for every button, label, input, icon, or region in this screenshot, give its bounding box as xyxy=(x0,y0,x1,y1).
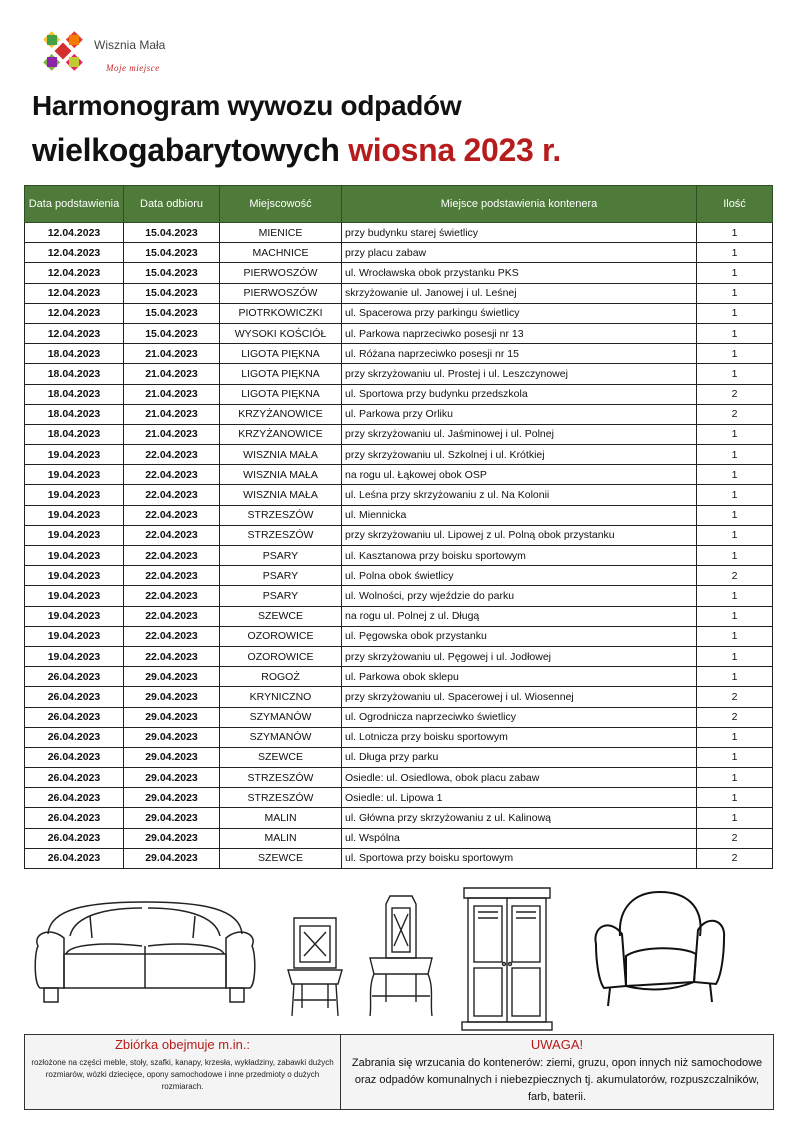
pickup-date-cell: 15.04.2023 xyxy=(124,263,220,283)
drop-date-cell: 12.04.2023 xyxy=(25,263,124,283)
table-row xyxy=(25,445,773,465)
table-row xyxy=(25,788,773,808)
place-cell: ul. Różana naprzeciwko posesji nr 15 xyxy=(342,344,697,364)
header-pickup-date: Data odbioru xyxy=(124,186,220,223)
pickup-date-cell: 22.04.2023 xyxy=(124,586,220,606)
quantity-cell: 2 xyxy=(697,848,773,868)
place-cell: na rogu ul. Polnej z ul. Długą xyxy=(342,606,697,626)
pickup-date-cell: 15.04.2023 xyxy=(124,223,220,243)
quantity-cell: 1 xyxy=(697,606,773,626)
pickup-date-cell: 29.04.2023 xyxy=(124,707,220,727)
header-quantity: Ilość xyxy=(697,186,773,223)
logo-mark-icon xyxy=(36,24,90,78)
warning-text: Zabrania się wrzucania do kontenerów: ziemi, gruzu, opon innych niż samochodowe oraz odpadów komunalnych i niebezpiecznych tj. akumulatorów, rozpuszczalników, farb, baterii. xyxy=(351,1057,763,1103)
drop-date-cell: 26.04.2023 xyxy=(25,848,124,868)
quantity-cell: 1 xyxy=(697,445,773,465)
chair-icon xyxy=(284,910,346,1020)
table-row xyxy=(25,263,773,283)
drop-date-cell: 26.04.2023 xyxy=(25,667,124,687)
drop-date-cell: 19.04.2023 xyxy=(25,485,124,505)
pickup-date-cell: 22.04.2023 xyxy=(124,505,220,525)
place-cell: ul. Leśna przy skrzyżowaniu z ul. Na Kolonii xyxy=(342,485,697,505)
town-cell: PIOTRKOWICZKI xyxy=(220,303,342,323)
place-cell: Osiedle: ul. Osiedlowa, obok placu zabaw xyxy=(342,768,697,788)
quantity-cell: 1 xyxy=(697,243,773,263)
town-cell: LIGOTA PIĘKNA xyxy=(220,364,342,384)
table-row xyxy=(25,667,773,687)
quantity-cell: 1 xyxy=(697,768,773,788)
page-title-line2 xyxy=(32,132,561,169)
place-cell: ul. Wolności, przy wjeździe do parku xyxy=(342,586,697,606)
table-row xyxy=(25,465,773,485)
pickup-date-cell: 21.04.2023 xyxy=(124,424,220,444)
place-cell: ul. Parkowa obok sklepu xyxy=(342,667,697,687)
pickup-date-cell: 29.04.2023 xyxy=(124,768,220,788)
table-row xyxy=(25,707,773,727)
place-cell: ul. Ogrodnicza naprzeciwko świetlicy xyxy=(342,707,697,727)
drop-date-cell: 18.04.2023 xyxy=(25,384,124,404)
town-cell: PSARY xyxy=(220,586,342,606)
town-cell: STRZESZÓW xyxy=(220,768,342,788)
drop-date-cell: 19.04.2023 xyxy=(25,465,124,485)
drop-date-cell: 19.04.2023 xyxy=(25,586,124,606)
schedule-table xyxy=(24,185,773,869)
quantity-cell: 1 xyxy=(697,263,773,283)
place-cell: ul. Sportowa przy budynku przedszkola xyxy=(342,384,697,404)
pickup-date-cell: 21.04.2023 xyxy=(124,384,220,404)
town-cell: STRZESZÓW xyxy=(220,788,342,808)
quantity-cell: 1 xyxy=(697,323,773,343)
quantity-cell: 1 xyxy=(697,788,773,808)
drop-date-cell: 12.04.2023 xyxy=(25,223,124,243)
place-cell: przy skrzyżowaniu ul. Jaśminowej i ul. Polnej xyxy=(342,424,697,444)
table-row xyxy=(25,606,773,626)
table-row xyxy=(25,546,773,566)
town-cell: KRZYŻANOWICE xyxy=(220,404,342,424)
drop-date-cell: 26.04.2023 xyxy=(25,707,124,727)
drop-date-cell: 26.04.2023 xyxy=(25,768,124,788)
quantity-cell: 1 xyxy=(697,667,773,687)
drop-date-cell: 19.04.2023 xyxy=(25,606,124,626)
quantity-cell: 2 xyxy=(697,707,773,727)
drop-date-cell: 26.04.2023 xyxy=(25,727,124,747)
table-row xyxy=(25,586,773,606)
table-row xyxy=(25,747,773,767)
quantity-cell: 1 xyxy=(697,626,773,646)
place-cell: ul. Parkowa naprzeciwko posesji nr 13 xyxy=(342,323,697,343)
town-cell: PIERWOSZÓW xyxy=(220,283,342,303)
place-cell: ul. Wrocławska obok przystanku PKS xyxy=(342,263,697,283)
town-cell: SZEWCE xyxy=(220,606,342,626)
town-cell: MACHNICE xyxy=(220,243,342,263)
place-cell: przy placu zabaw xyxy=(342,243,697,263)
table-row xyxy=(25,364,773,384)
town-cell: STRZESZÓW xyxy=(220,505,342,525)
pickup-date-cell: 15.04.2023 xyxy=(124,303,220,323)
place-cell: ul. Kasztanowa przy boisku sportowym xyxy=(342,546,697,566)
quantity-cell: 1 xyxy=(697,364,773,384)
armchair-icon xyxy=(590,884,730,1010)
pickup-date-cell: 21.04.2023 xyxy=(124,344,220,364)
place-cell: ul. Lotnicza przy boisku sportowym xyxy=(342,727,697,747)
drop-date-cell: 26.04.2023 xyxy=(25,828,124,848)
table-row xyxy=(25,384,773,404)
place-cell: ul. Pęgowska obok przystanku xyxy=(342,626,697,646)
drop-date-cell: 19.04.2023 xyxy=(25,445,124,465)
drop-date-cell: 26.04.2023 xyxy=(25,747,124,767)
drop-date-cell: 26.04.2023 xyxy=(25,687,124,707)
pickup-date-cell: 21.04.2023 xyxy=(124,364,220,384)
header-drop-date: Data podstawienia xyxy=(25,186,124,223)
logo-name: Wisznia Mała xyxy=(94,38,166,52)
drop-date-cell: 19.04.2023 xyxy=(25,626,124,646)
town-cell: WISZNIA MAŁA xyxy=(220,445,342,465)
place-cell: przy skrzyżowaniu ul. Lipowej z ul. Polną obok przystanku xyxy=(342,525,697,545)
municipality-logo xyxy=(36,24,196,80)
table-row xyxy=(25,525,773,545)
chair-icon xyxy=(366,892,436,1020)
town-cell: LIGOTA PIĘKNA xyxy=(220,384,342,404)
drop-date-cell: 19.04.2023 xyxy=(25,546,124,566)
place-cell: przy skrzyżowaniu ul. Szkolnej i ul. Krótkiej xyxy=(342,445,697,465)
town-cell: LIGOTA PIĘKNA xyxy=(220,344,342,364)
drop-date-cell: 26.04.2023 xyxy=(25,808,124,828)
place-cell: ul. Spacerowa przy parkingu świetlicy xyxy=(342,303,697,323)
pickup-date-cell: 29.04.2023 xyxy=(124,788,220,808)
quantity-cell: 1 xyxy=(697,424,773,444)
place-cell: skrzyżowanie ul. Janowej i ul. Leśnej xyxy=(342,283,697,303)
table-row xyxy=(25,404,773,424)
pickup-date-cell: 22.04.2023 xyxy=(124,646,220,666)
table-row xyxy=(25,828,773,848)
place-cell: ul. Parkowa przy Orliku xyxy=(342,404,697,424)
town-cell: OZOROWICE xyxy=(220,646,342,666)
pickup-date-cell: 22.04.2023 xyxy=(124,445,220,465)
quantity-cell: 1 xyxy=(697,747,773,767)
table-row xyxy=(25,243,773,263)
collection-panel xyxy=(25,1035,341,1109)
pickup-date-cell: 22.04.2023 xyxy=(124,606,220,626)
header-place: Miejsce podstawienia kontenera xyxy=(342,186,697,223)
warning-panel xyxy=(341,1035,773,1109)
drop-date-cell: 12.04.2023 xyxy=(25,243,124,263)
pickup-date-cell: 22.04.2023 xyxy=(124,546,220,566)
place-cell: ul. Wspólna xyxy=(342,828,697,848)
place-cell: przy skrzyżowaniu ul. Spacerowej i ul. Wiosennej xyxy=(342,687,697,707)
collection-text: rozłożone na części meble, stoły, szafki, kanapy, krzesła, wykładziny, zabawki dużych rozmiarów, wózki dziecięce, opony samochodowe i inne przedmioty o dużych rozmiarach. xyxy=(31,1058,334,1091)
table-row xyxy=(25,283,773,303)
town-cell: MIENICE xyxy=(220,223,342,243)
town-cell: WISZNIA MAŁA xyxy=(220,465,342,485)
quantity-cell: 1 xyxy=(697,485,773,505)
drop-date-cell: 19.04.2023 xyxy=(25,525,124,545)
table-row xyxy=(25,848,773,868)
town-cell: STRZESZÓW xyxy=(220,525,342,545)
quantity-cell: 1 xyxy=(697,646,773,666)
town-cell: WYSOKI KOŚCIÓŁ xyxy=(220,323,342,343)
quantity-cell: 1 xyxy=(697,303,773,323)
drop-date-cell: 18.04.2023 xyxy=(25,344,124,364)
place-cell: ul. Sportowa przy boisku sportowym xyxy=(342,848,697,868)
quantity-cell: 1 xyxy=(697,546,773,566)
quantity-cell: 2 xyxy=(697,384,773,404)
drop-date-cell: 18.04.2023 xyxy=(25,424,124,444)
drop-date-cell: 12.04.2023 xyxy=(25,303,124,323)
town-cell: SZYMANÓW xyxy=(220,727,342,747)
warning-title: UWAGA! xyxy=(530,1037,584,1052)
pickup-date-cell: 22.04.2023 xyxy=(124,465,220,485)
place-cell: na rogu ul. Łąkowej obok OSP xyxy=(342,465,697,485)
pickup-date-cell: 29.04.2023 xyxy=(124,848,220,868)
table-row xyxy=(25,626,773,646)
quantity-cell: 1 xyxy=(697,808,773,828)
quantity-cell: 1 xyxy=(697,505,773,525)
quantity-cell: 1 xyxy=(697,223,773,243)
quantity-cell: 1 xyxy=(697,727,773,747)
quantity-cell: 2 xyxy=(697,687,773,707)
drop-date-cell: 18.04.2023 xyxy=(25,364,124,384)
pickup-date-cell: 29.04.2023 xyxy=(124,727,220,747)
drop-date-cell: 19.04.2023 xyxy=(25,566,124,586)
pickup-date-cell: 15.04.2023 xyxy=(124,243,220,263)
table-row xyxy=(25,768,773,788)
pickup-date-cell: 29.04.2023 xyxy=(124,687,220,707)
table-row xyxy=(25,424,773,444)
place-cell: przy budynku starej świetlicy xyxy=(342,223,697,243)
drop-date-cell: 26.04.2023 xyxy=(25,788,124,808)
town-cell: SZEWCE xyxy=(220,848,342,868)
drop-date-cell: 19.04.2023 xyxy=(25,646,124,666)
pickup-date-cell: 22.04.2023 xyxy=(124,525,220,545)
town-cell: MALIN xyxy=(220,828,342,848)
pickup-date-cell: 15.04.2023 xyxy=(124,283,220,303)
town-cell: OZOROWICE xyxy=(220,626,342,646)
drop-date-cell: 12.04.2023 xyxy=(25,323,124,343)
page-title-line1: Harmonogram wywozu odpadów xyxy=(32,90,462,121)
place-cell: ul. Główna przy skrzyżowaniu z ul. Kalinową xyxy=(342,808,697,828)
place-cell: przy skrzyżowaniu ul. Prostej i ul. Leszczynowej xyxy=(342,364,697,384)
drop-date-cell: 18.04.2023 xyxy=(25,404,124,424)
sofa-icon xyxy=(30,894,260,1014)
quantity-cell: 2 xyxy=(697,566,773,586)
pickup-date-cell: 21.04.2023 xyxy=(124,404,220,424)
table-row xyxy=(25,727,773,747)
quantity-cell: 1 xyxy=(697,344,773,364)
pickup-date-cell: 22.04.2023 xyxy=(124,626,220,646)
town-cell: MALIN xyxy=(220,808,342,828)
quantity-cell: 1 xyxy=(697,525,773,545)
pickup-date-cell: 29.04.2023 xyxy=(124,667,220,687)
table-row xyxy=(25,323,773,343)
table-row xyxy=(25,485,773,505)
town-cell: SZYMANÓW xyxy=(220,707,342,727)
table-row xyxy=(25,505,773,525)
drop-date-cell: 19.04.2023 xyxy=(25,505,124,525)
logo-tagline: Moje miejsce xyxy=(106,63,160,73)
quantity-cell: 2 xyxy=(697,828,773,848)
info-box xyxy=(24,1034,774,1110)
pickup-date-cell: 29.04.2023 xyxy=(124,828,220,848)
place-cell: ul. Miennicka xyxy=(342,505,697,525)
quantity-cell: 1 xyxy=(697,283,773,303)
table-row xyxy=(25,808,773,828)
town-cell: ROGOŻ xyxy=(220,667,342,687)
pickup-date-cell: 29.04.2023 xyxy=(124,747,220,767)
town-cell: PIERWOSZÓW xyxy=(220,263,342,283)
table-row xyxy=(25,566,773,586)
drop-date-cell: 12.04.2023 xyxy=(25,283,124,303)
place-cell: przy skrzyżowaniu ul. Pęgowej i ul. Jodłowej xyxy=(342,646,697,666)
quantity-cell: 1 xyxy=(697,586,773,606)
table-row xyxy=(25,303,773,323)
place-cell: ul. Polna obok świetlicy xyxy=(342,566,697,586)
header-town: Miejscowość xyxy=(220,186,342,223)
wardrobe-icon xyxy=(460,884,554,1032)
pickup-date-cell: 22.04.2023 xyxy=(124,485,220,505)
town-cell: PSARY xyxy=(220,546,342,566)
table-header-row xyxy=(25,186,773,223)
collection-title: Zbiórka obejmuje m.in.: xyxy=(114,1037,251,1052)
town-cell: SZEWCE xyxy=(220,747,342,767)
quantity-cell: 1 xyxy=(697,465,773,485)
table-row xyxy=(25,646,773,666)
pickup-date-cell: 22.04.2023 xyxy=(124,566,220,586)
town-cell: KRYNICZNO xyxy=(220,687,342,707)
town-cell: KRZYŻANOWICE xyxy=(220,424,342,444)
place-cell: Osiedle: ul. Lipowa 1 xyxy=(342,788,697,808)
table-row xyxy=(25,344,773,364)
title-highlight: wiosna 2023 r. xyxy=(348,132,562,168)
place-cell: ul. Długa przy parku xyxy=(342,747,697,767)
title-main: wielkogabarytowych xyxy=(32,132,340,168)
town-cell: PSARY xyxy=(220,566,342,586)
table-row xyxy=(25,687,773,707)
town-cell: WISZNIA MAŁA xyxy=(220,485,342,505)
quantity-cell: 2 xyxy=(697,404,773,424)
pickup-date-cell: 15.04.2023 xyxy=(124,323,220,343)
pickup-date-cell: 29.04.2023 xyxy=(124,808,220,828)
table-row xyxy=(25,223,773,243)
